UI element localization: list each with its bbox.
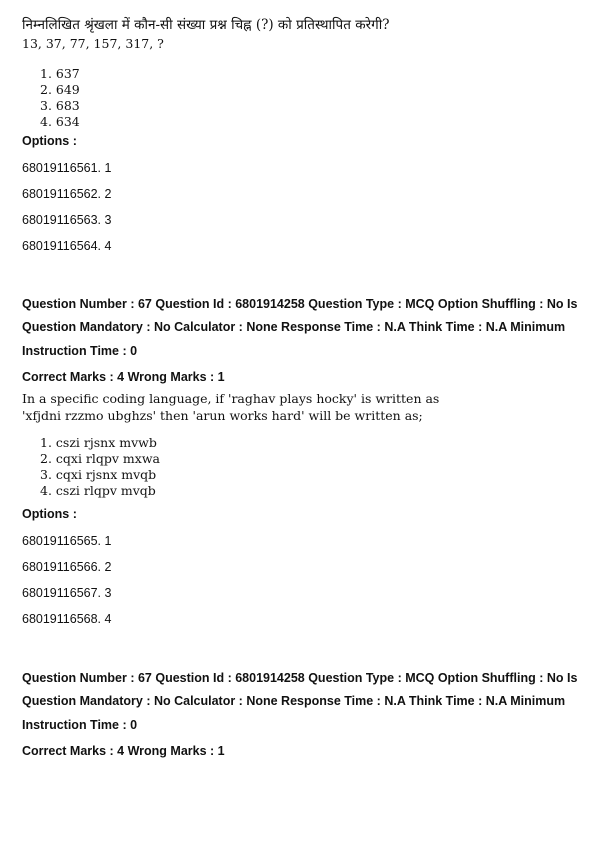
- option-id: 68019116562. 2: [22, 187, 112, 201]
- option-id: 68019116563. 3: [22, 213, 112, 227]
- number-series: 13, 37, 77, 157, 317, ?: [22, 36, 164, 51]
- options-label: Options :: [22, 507, 77, 521]
- question-meta-line: Question Mandatory : No Calculator : None Response Time : N.A Think Time : N.A Minimum: [22, 694, 566, 708]
- choice-item: 1. cszi rjsnx mvwb: [40, 435, 157, 450]
- option-id: 68019116568. 4: [22, 612, 112, 626]
- choice-item: 2. cqxi rlqpv mxwa: [40, 451, 160, 466]
- choice-item: 4. cszi rlqpv mvqb: [40, 483, 156, 498]
- marks-line: Correct Marks : 4 Wrong Marks : 1: [22, 370, 225, 384]
- question-text: निम्नलिखित श्रृंखला में कौन-सी संख्या प्रश्न चिह्न (?) को प्रतिस्थापित करेगी?: [22, 17, 390, 33]
- choice-item: 4. 634: [40, 114, 80, 129]
- choice-item: 2. 649: [40, 82, 80, 97]
- marks-line: Correct Marks : 4 Wrong Marks : 1: [22, 744, 225, 758]
- answer-choices: [40, 66, 80, 130]
- question-text: In a specific coding language, if 'raghav plays hocky' is written as 'xfjdni rzzmo ubghzs' then 'arun works hard' will be written as;: [22, 391, 440, 423]
- choice-item: 3. 683: [40, 98, 80, 113]
- option-id: 68019116561. 1: [22, 161, 112, 175]
- option-id: 68019116567. 3: [22, 586, 112, 600]
- question-meta-line: Question Mandatory : No Calculator : None Response Time : N.A Think Time : N.A Minimum: [22, 320, 566, 334]
- question-meta-line: Instruction Time : 0: [22, 344, 138, 358]
- answer-choices: [40, 435, 160, 499]
- option-id: 68019116565. 1: [22, 534, 112, 548]
- option-id: 68019116564. 4: [22, 239, 112, 253]
- question-meta-line: Question Number : 67 Question Id : 6801914258 Question Type : MCQ Option Shuffling : No Is: [22, 297, 578, 311]
- choice-item: 1. 637: [40, 66, 80, 81]
- question-meta-line: Instruction Time : 0: [22, 718, 138, 732]
- options-label: Options :: [22, 134, 77, 148]
- choice-item: 3. cqxi rjsnx mvqb: [40, 467, 157, 482]
- option-id: 68019116566. 2: [22, 560, 112, 574]
- question-meta-line: Question Number : 67 Question Id : 6801914258 Question Type : MCQ Option Shuffling : No Is: [22, 671, 578, 685]
